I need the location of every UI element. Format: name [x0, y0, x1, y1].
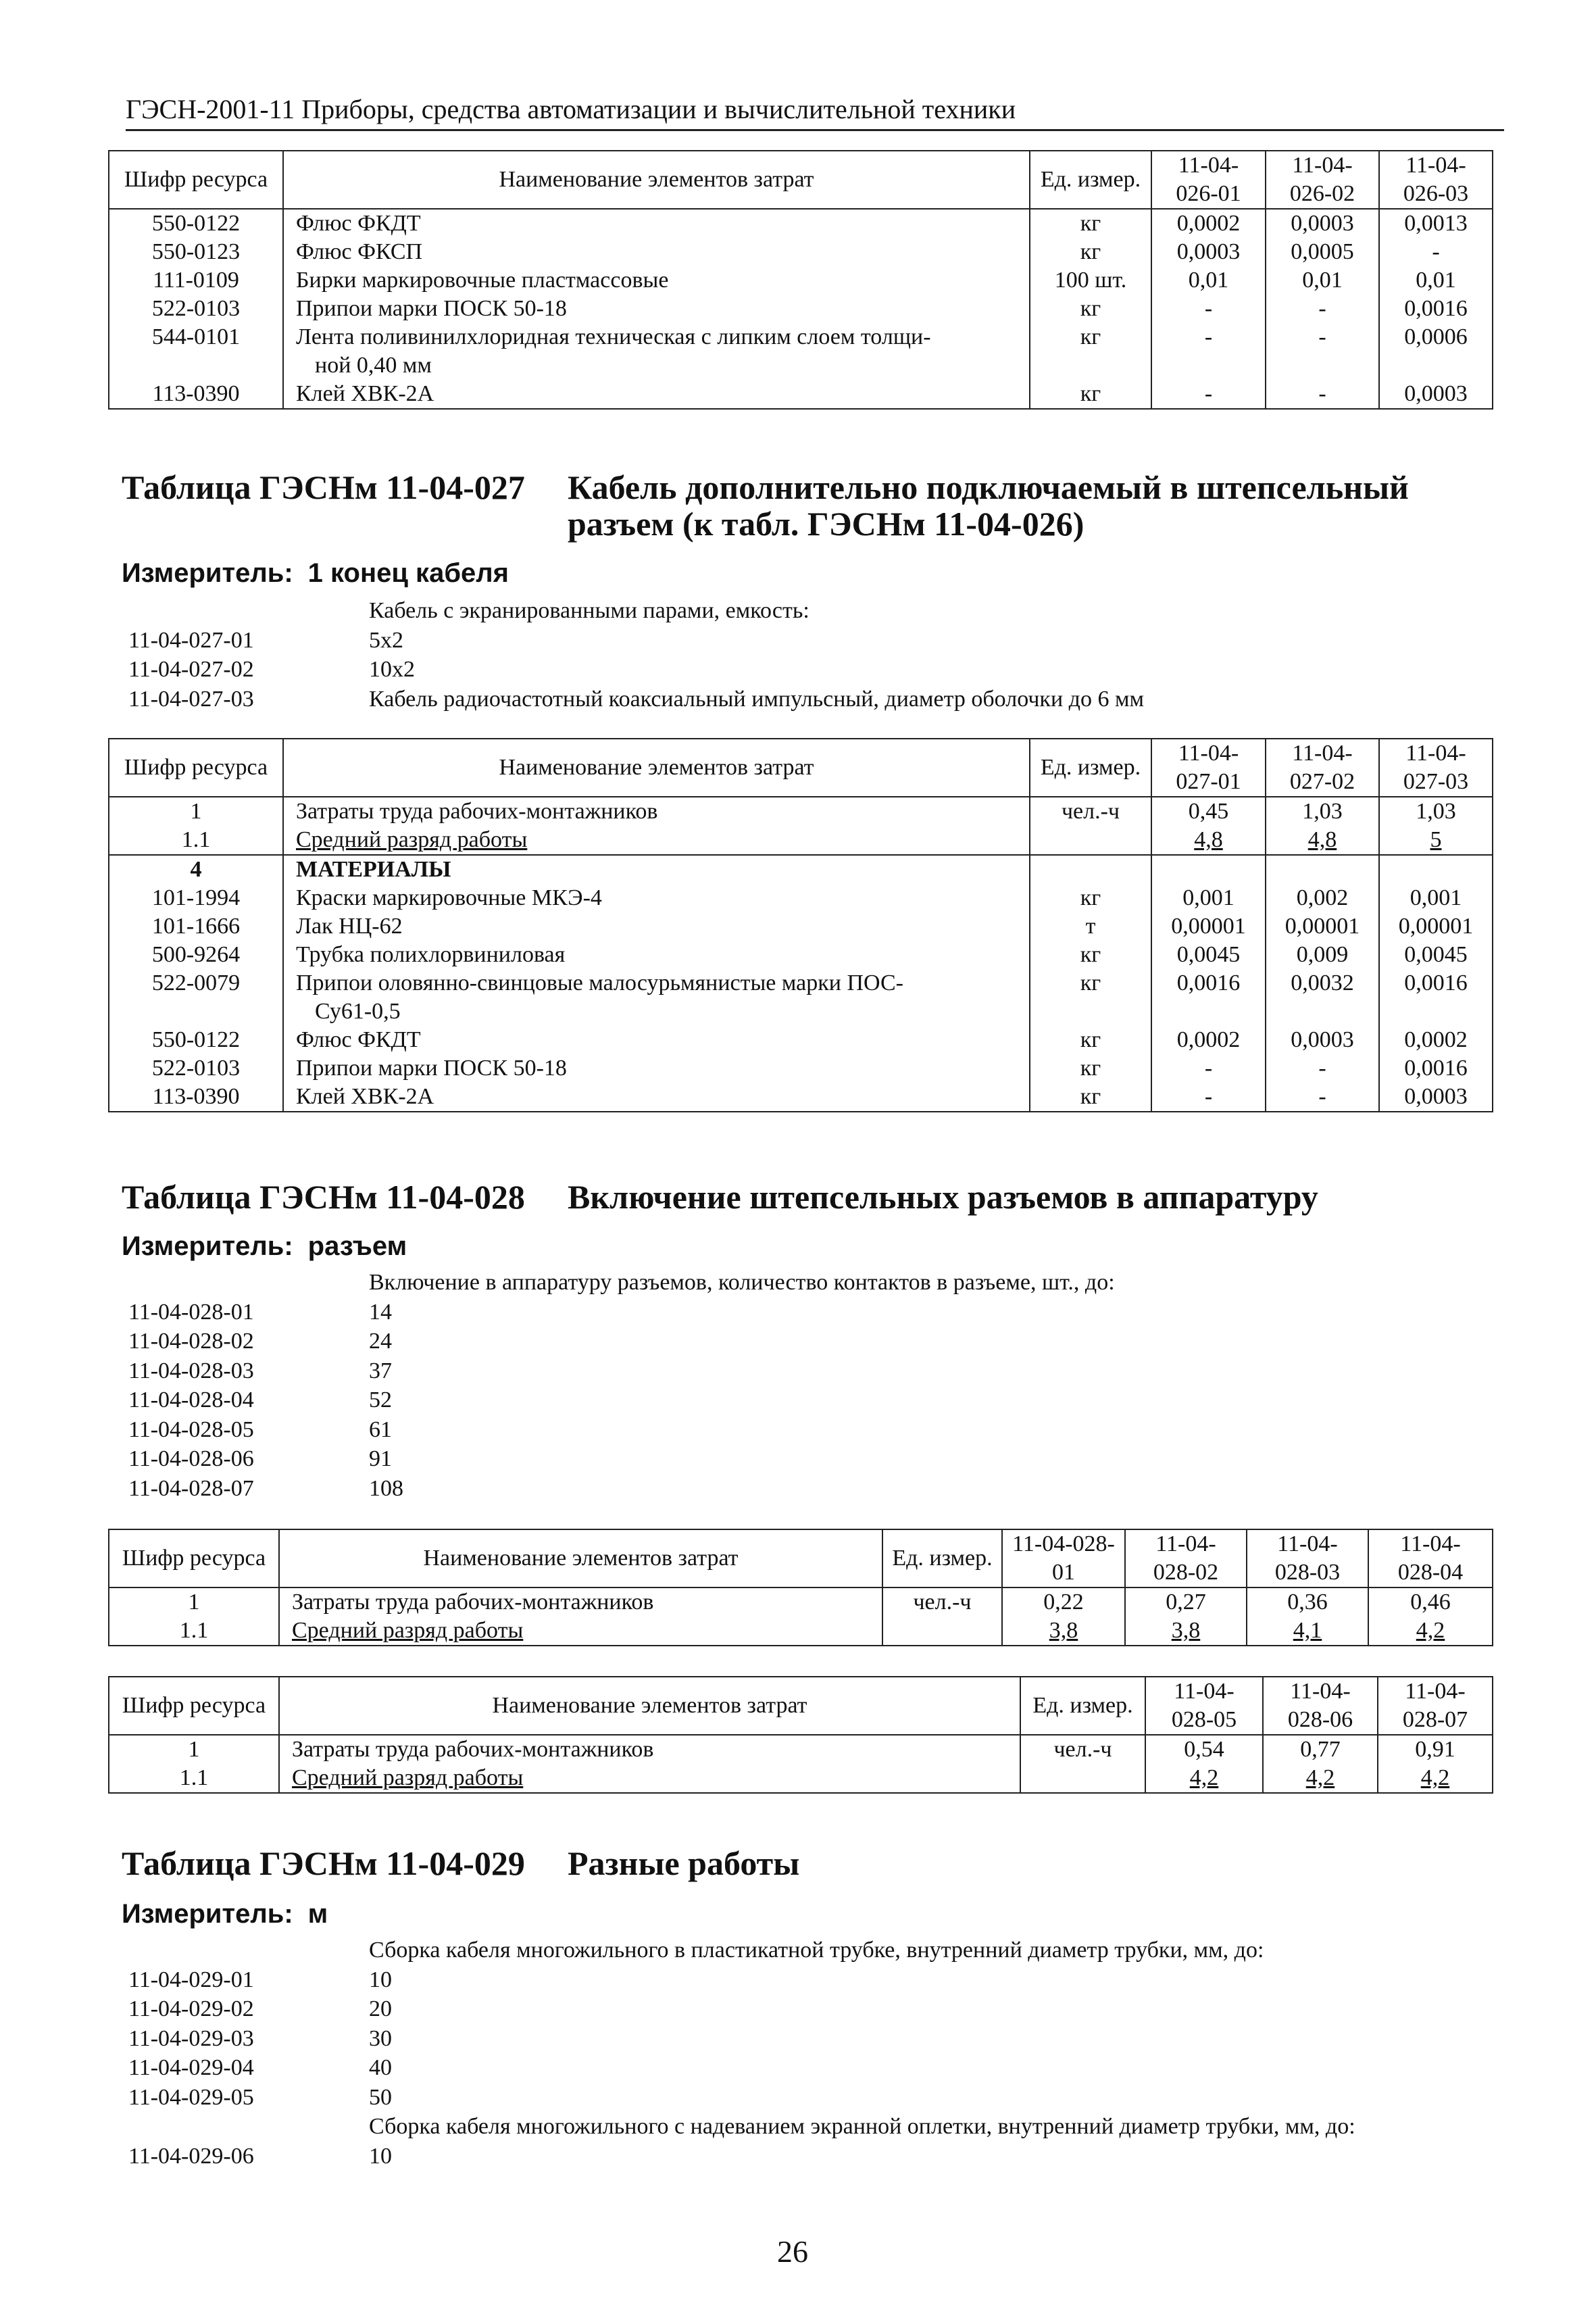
cell-value: 0,0016: [1379, 1054, 1493, 1083]
cell-value: 0,01: [1266, 266, 1379, 295]
cell-value: -: [1151, 380, 1266, 409]
cell-value: 0,00001: [1379, 912, 1493, 941]
code-list-item: [128, 1474, 1115, 1504]
code-list-item: [128, 626, 1144, 656]
table-header-row: [109, 1677, 1493, 1735]
measure-value: 1 конец кабеля: [307, 558, 509, 588]
cell-unit: кг: [1030, 380, 1151, 409]
table-row-section: [109, 855, 1493, 884]
col-header: 11-04- 026-01: [1151, 151, 1266, 209]
col-name-header: Наименование элементов затрат: [283, 739, 1030, 797]
col-code-header: Шифр ресурса: [109, 739, 283, 797]
cell-value: 4,2: [1368, 1617, 1493, 1646]
cell-value: 4,2: [1145, 1764, 1263, 1793]
cell-value: 0,00001: [1151, 912, 1266, 941]
table-row: [109, 238, 1493, 266]
code-list-item: [128, 2083, 1355, 2113]
cell-unit: кг: [1030, 238, 1151, 266]
code-list-item: [128, 1444, 1115, 1474]
table-number: Таблица ГЭСНм 11-04-028: [122, 1178, 525, 1216]
code-list-item: [128, 2142, 1355, 2171]
table-row: [109, 912, 1493, 941]
table-number: Таблица ГЭСНм 11-04-027: [122, 468, 525, 506]
table-row: [109, 380, 1493, 409]
norm-desc: 5х2: [369, 627, 403, 653]
cell-value: -: [1151, 1083, 1266, 1112]
norm-code: 11-04-028-07: [128, 1475, 254, 1501]
cell-code: 113-0390: [109, 380, 283, 409]
cell-unit: кг: [1030, 1054, 1151, 1083]
norm-desc: 40: [369, 2055, 392, 2080]
cell-value: -: [1266, 1083, 1379, 1112]
cell-name: Бирки маркировочные пластмассовые: [283, 266, 1030, 295]
cell-unit: кг: [1030, 323, 1151, 380]
cell-name: Затраты труда рабочих-монтажников: [279, 1735, 1020, 1764]
cell-code: 113-0390: [109, 1083, 283, 1112]
cell-value: 0,0006: [1379, 323, 1493, 380]
cell-name: Лак НЦ-62: [283, 912, 1030, 941]
cell-value: 0,45: [1151, 797, 1266, 826]
cell-code: 550-0122: [109, 209, 283, 238]
cell-unit: чел.-ч: [1020, 1735, 1145, 1764]
cell-code: 1: [109, 1587, 279, 1617]
col-header: 11-04- 028-04: [1368, 1529, 1493, 1587]
cell-value: 0,001: [1379, 884, 1493, 912]
code-list-intro: Включение в аппаратуру разъемов, количество контактов в разъеме, шт., до:: [369, 1270, 1115, 1295]
cell-value: 4,2: [1378, 1764, 1493, 1793]
col-name-header: Наименование элементов затрат: [283, 151, 1030, 209]
table-row: [109, 941, 1493, 969]
cell-value: 0,009: [1266, 941, 1379, 969]
code-list-item: [128, 1356, 1115, 1386]
measure-label: Измеритель:: [122, 1231, 293, 1261]
section-heading: МАТЕРИАЛЫ: [283, 855, 1030, 884]
table-header-row: [109, 151, 1493, 209]
norm-code: 11-04-029-06: [128, 2143, 254, 2169]
cell-name: Средний разряд работы: [283, 826, 1030, 855]
cell-value: -: [1266, 380, 1379, 409]
norm-desc: 14: [369, 1299, 392, 1325]
code-list-item: [128, 2053, 1355, 2083]
cell-value: -: [1266, 1054, 1379, 1083]
cell-unit: чел.-ч: [882, 1587, 1002, 1617]
col-unit-header: Ед. измер.: [882, 1529, 1002, 1587]
norm-code: 11-04-028-06: [128, 1446, 254, 1471]
code-list: [128, 1268, 1115, 1503]
col-header: 11-04- 028-05: [1145, 1677, 1263, 1735]
cell-value: 3,8: [1002, 1617, 1125, 1646]
cell-code: 111-0109: [109, 266, 283, 295]
cell-value: 0,0002: [1151, 1026, 1266, 1054]
table-title-text: Разные работы: [568, 1844, 800, 1882]
cell-value: 1,03: [1379, 797, 1493, 826]
cell-name: Средний разряд работы: [279, 1764, 1020, 1793]
col-code-header: Шифр ресурса: [109, 1677, 279, 1735]
col-unit-header: Ед. измер.: [1030, 739, 1151, 797]
cell-value: 0,01: [1379, 266, 1493, 295]
code-list-item: [128, 1385, 1115, 1415]
cell-unit: кг: [1030, 941, 1151, 969]
cell-unit: кг: [1030, 1026, 1151, 1054]
code-list-intro: Сборка кабеля многожильного в пластикатной трубке, внутренний диаметр трубки, мм, до:: [369, 1938, 1264, 1963]
col-header: 11-04- 027-02: [1266, 739, 1379, 797]
table-row: [109, 1054, 1493, 1083]
cell-unit: кг: [1030, 1083, 1151, 1112]
cell-code: 544-0101: [109, 323, 283, 380]
col-unit-header: Ед. измер.: [1030, 151, 1151, 209]
table-row: [109, 1083, 1493, 1112]
cell-code: 522-0103: [109, 295, 283, 323]
table-row-labor: [109, 1587, 1493, 1617]
table-row: [109, 884, 1493, 912]
col-header: 11-04- 027-01: [1151, 739, 1266, 797]
cell-code: 1.1: [109, 826, 283, 855]
cell-value: 0,001: [1151, 884, 1266, 912]
cell-code: 1: [109, 1735, 279, 1764]
cell-value: 0,0003: [1266, 209, 1379, 238]
cell-value: -: [1266, 295, 1379, 323]
cell-value: 0,0016: [1379, 969, 1493, 1026]
norm-desc: 10х2: [369, 657, 415, 682]
code-list-item: [128, 1298, 1115, 1327]
cell-value: -: [1379, 238, 1493, 266]
col-code-header: Шифр ресурса: [109, 1529, 279, 1587]
cell-value: 0,77: [1263, 1735, 1378, 1764]
table-row-grade: [109, 826, 1493, 855]
cell-name: Флюс ФКДТ: [283, 1026, 1030, 1054]
norm-desc: 10: [369, 1967, 392, 1992]
col-unit-header: Ед. измер.: [1020, 1677, 1145, 1735]
cell-value: 0,0003: [1266, 1026, 1379, 1054]
table-title: [122, 1844, 799, 1883]
measure-label: Измеритель:: [122, 558, 293, 588]
cell-name: Припои оловянно-свинцовые малосурьмянистые марки ПОС- Су61-0,5: [283, 969, 1030, 1026]
cell-unit: [1020, 1764, 1145, 1793]
code-list-item: [128, 1965, 1355, 1995]
code-list-item: [128, 655, 1144, 685]
measure-label: Измеритель:: [122, 1899, 293, 1929]
table-title-continuation: разъем (к табл. ГЭСНм 11-04-026): [568, 505, 1084, 543]
table-row: [109, 1026, 1493, 1054]
code-list: [128, 1936, 1355, 2171]
norm-desc: 30: [369, 2025, 392, 2051]
cell-value: -: [1151, 295, 1266, 323]
cell-value: 4,8: [1266, 826, 1379, 855]
norm-code: 11-04-028-05: [128, 1417, 254, 1442]
norm-desc: 20: [369, 1996, 392, 2021]
cell-name: Лента поливинилхлоридная техническая с липким слоем толщи- ной 0,40 мм: [283, 323, 1030, 380]
table-row: [109, 323, 1493, 380]
cell-value: -: [1151, 1054, 1266, 1083]
norm-desc: 10: [369, 2143, 392, 2169]
code-list-intro: Сборка кабеля многожильного с надеванием экранной оплетки, внутренний диаметр трубки, мм, до:: [369, 2114, 1355, 2139]
cell-value: 0,0016: [1151, 969, 1266, 1026]
cell-unit: чел.-ч: [1030, 797, 1151, 826]
code-list-item: [128, 2024, 1355, 2054]
cell-value: 1,03: [1266, 797, 1379, 826]
code-list-item: [128, 1327, 1115, 1356]
norm-desc: Кабель радиочастотный коаксиальный импульсный, диаметр оболочки до 6 мм: [369, 686, 1144, 712]
norm-desc: 24: [369, 1329, 392, 1354]
cell-value: 0,36: [1247, 1587, 1368, 1617]
norm-code: 11-04-028-04: [128, 1387, 254, 1412]
table-row-labor: [109, 1735, 1493, 1764]
cell-code: 101-1666: [109, 912, 283, 941]
cell-value: 3,8: [1125, 1617, 1247, 1646]
table-row: [109, 969, 1493, 1026]
cell-code: 101-1994: [109, 884, 283, 912]
cell-value: 0,54: [1145, 1735, 1263, 1764]
table-row: [109, 266, 1493, 295]
cell-code: 550-0122: [109, 1026, 283, 1054]
col-name-header: Наименование элементов затрат: [279, 1529, 882, 1587]
cell-name: Припои марки ПОСК 50-18: [283, 295, 1030, 323]
col-header: 11-04- 026-03: [1379, 151, 1493, 209]
col-header: 11-04- 027-03: [1379, 739, 1493, 797]
cell-unit: [882, 1617, 1002, 1646]
norm-desc: 37: [369, 1358, 392, 1383]
cell-name: Клей ХВК-2А: [283, 1083, 1030, 1112]
norm-code: 11-04-027-01: [128, 627, 254, 653]
col-header: 11-04- 028-06: [1263, 1677, 1378, 1735]
cell-value: 0,0003: [1379, 380, 1493, 409]
col-header: 11-04- 028-02: [1125, 1529, 1247, 1587]
cell-value: 0,0002: [1151, 209, 1266, 238]
code-list-intro: Кабель с экранированными парами, емкость:: [369, 598, 809, 623]
cell-code: 522-0103: [109, 1054, 283, 1083]
table-row-grade: [109, 1617, 1493, 1646]
col-header: 11-04-028- 01: [1002, 1529, 1125, 1587]
cell-value: 0,22: [1002, 1587, 1125, 1617]
cell-value: 0,01: [1151, 266, 1266, 295]
cell-value: 4,1: [1247, 1617, 1368, 1646]
norm-code: 11-04-029-05: [128, 2084, 254, 2110]
cell-name: Затраты труда рабочих-монтажников: [283, 797, 1030, 826]
table-027: [108, 738, 1493, 1112]
cell-value: 0,00001: [1266, 912, 1379, 941]
cell-unit: кг: [1030, 884, 1151, 912]
cell-value: 0,0003: [1151, 238, 1266, 266]
norm-desc: 61: [369, 1417, 392, 1442]
cell-unit: кг: [1030, 295, 1151, 323]
norm-code: 11-04-028-03: [128, 1358, 254, 1383]
norm-desc: 52: [369, 1387, 392, 1412]
cell-value: 0,002: [1266, 884, 1379, 912]
table-028-b: [108, 1676, 1493, 1794]
cell-name: Флюс ФКСП: [283, 238, 1030, 266]
col-header: 11-04- 028-07: [1378, 1677, 1493, 1735]
code-list: [128, 596, 1144, 714]
cell-value: -: [1151, 323, 1266, 380]
code-list-item: [128, 1415, 1115, 1445]
page-number: 26: [777, 2234, 808, 2269]
cell-value: -: [1266, 323, 1379, 380]
table-number: Таблица ГЭСНм 11-04-029: [122, 1844, 525, 1882]
cell-code: 1.1: [109, 1617, 279, 1646]
norm-code: 11-04-028-02: [128, 1329, 254, 1354]
measure-value: м: [307, 1899, 328, 1929]
table-row: [109, 295, 1493, 323]
cell-value: 0,0002: [1379, 1026, 1493, 1054]
measure-unit: [122, 558, 509, 589]
cell-unit: [1030, 826, 1151, 855]
norm-code: 11-04-028-01: [128, 1299, 254, 1325]
norm-desc: 50: [369, 2084, 392, 2110]
norm-code: 11-04-027-02: [128, 657, 254, 682]
cell-code: 4: [109, 855, 283, 884]
measure-unit: [122, 1231, 407, 1262]
cell-name: Средний разряд работы: [279, 1617, 882, 1646]
cell-value: 0,0045: [1379, 941, 1493, 969]
table-026: [108, 150, 1493, 410]
table-title-text: Включение штепсельных разъемов в аппаратуру: [568, 1178, 1318, 1216]
cell-value: 0,27: [1125, 1587, 1247, 1617]
cell-name: Затраты труда рабочих-монтажников: [279, 1587, 882, 1617]
col-header: 11-04- 028-03: [1247, 1529, 1368, 1587]
measure-unit: [122, 1899, 328, 1929]
cell-value: 0,0005: [1266, 238, 1379, 266]
cell-name: Трубка полихлорвиниловая: [283, 941, 1030, 969]
cell-name: Краски маркировочные МКЭ-4: [283, 884, 1030, 912]
norm-code: 11-04-029-02: [128, 1996, 254, 2021]
cell-code: 1.1: [109, 1764, 279, 1793]
measure-value: разъем: [307, 1231, 407, 1261]
norm-code: 11-04-029-04: [128, 2055, 254, 2080]
cell-name: Припои марки ПОСК 50-18: [283, 1054, 1030, 1083]
code-list-item: [128, 685, 1144, 714]
cell-value: 0,0045: [1151, 941, 1266, 969]
col-header: 11-04- 026-02: [1266, 151, 1379, 209]
norm-code: 11-04-027-03: [128, 686, 254, 712]
cell-value: 4,8: [1151, 826, 1266, 855]
cell-value: 0,0016: [1379, 295, 1493, 323]
cell-unit: 100 шт.: [1030, 266, 1151, 295]
cell-unit: кг: [1030, 209, 1151, 238]
cell-name: Флюс ФКДТ: [283, 209, 1030, 238]
table-title-text: Кабель дополнительно подключаемый в штепсельный: [568, 468, 1409, 506]
norm-desc: 91: [369, 1446, 392, 1471]
cell-value: 0,0013: [1379, 209, 1493, 238]
col-code-header: Шифр ресурса: [109, 151, 283, 209]
table-row-grade: [109, 1764, 1493, 1793]
cell-code: 522-0079: [109, 969, 283, 1026]
table-header-row: [109, 739, 1493, 797]
table-title: [122, 468, 1409, 507]
page-header: ГЭСН-2001-11 Приборы, средства автоматизации и вычислительной техники: [126, 93, 1504, 131]
cell-value: 0,0032: [1266, 969, 1379, 1026]
col-name-header: Наименование элементов затрат: [279, 1677, 1020, 1735]
table-title: [122, 1177, 1318, 1216]
table-row: [109, 209, 1493, 238]
cell-unit: т: [1030, 912, 1151, 941]
cell-value: 5: [1379, 826, 1493, 855]
norm-code: 11-04-029-03: [128, 2025, 254, 2051]
cell-code: 550-0123: [109, 238, 283, 266]
cell-name: Клей ХВК-2А: [283, 380, 1030, 409]
table-028-a: [108, 1529, 1493, 1646]
cell-code: 1: [109, 797, 283, 826]
cell-value: 4,2: [1263, 1764, 1378, 1793]
cell-value: 0,91: [1378, 1735, 1493, 1764]
norm-desc: 108: [369, 1475, 403, 1501]
code-list-item: [128, 1994, 1355, 2024]
table-row-labor: [109, 797, 1493, 826]
cell-value: 0,0003: [1379, 1083, 1493, 1112]
cell-code: 500-9264: [109, 941, 283, 969]
norm-code: 11-04-029-01: [128, 1967, 254, 1992]
table-header-row: [109, 1529, 1493, 1587]
cell-value: 0,46: [1368, 1587, 1493, 1617]
cell-unit: кг: [1030, 969, 1151, 1026]
